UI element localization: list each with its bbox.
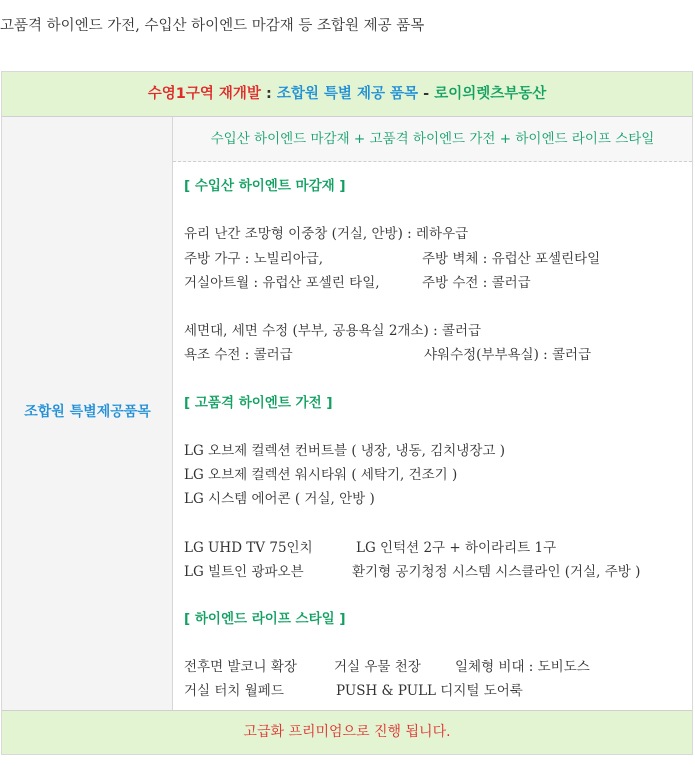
lifestyle-line-1c: 일체형 비대 : 도비도스 [455, 659, 590, 675]
finishes-line-3b: 주방 수전 : 콜러급 [422, 275, 531, 291]
content-area [173, 162, 692, 710]
left-label: 조합원 특별제공품목 [24, 404, 151, 420]
lifestyle-line-1b: 거실 우물 천장 [334, 659, 421, 675]
lifestyle-line-2a: 거실 터치 월페드 [184, 683, 284, 699]
footer-note: 고급화 프리미엄으로 진행 됩니다. [2, 710, 692, 754]
section-heading-finishes: [ 수입산 하이엔트 마감재 ] [184, 178, 346, 194]
title-separator: : [260, 86, 277, 102]
finishes-line-1: 유리 난간 조망형 이중창 (거실, 안방) : 레하우급 [184, 226, 469, 242]
section-heading-lifestyle: [ 하이엔드 라이프 스타일 ] [184, 611, 346, 627]
title-items: 조합원 특별 제공 품목 [276, 86, 419, 102]
title-agency: 로이의렛츠부동산 [434, 86, 547, 102]
sub-header: 수입산 하이엔드 마감재 + 고품격 하이엔드 가전 + 하이엔드 라이프 스타일 [173, 117, 692, 162]
title-bar [2, 72, 692, 117]
lifestyle-line-1a: 전후면 발코니 확장 [184, 659, 297, 675]
title-project: 수영1구역 재개발 [147, 86, 261, 102]
finishes-line-5b: 샤워수정(부부욕실) : 콜러급 [424, 347, 592, 363]
appliances-line-4b: LG 인턱션 2구 + 하이라리트 1구 [356, 540, 557, 556]
appliances-line-5b: 환기형 공기청정 시스템 시스클라인 (거실, 주방 ) [352, 564, 641, 580]
appliances-line-5a: LG 빌트인 광파오븐 [184, 564, 304, 580]
page-heading: 고품격 하이엔드 가전, 수입산 하이엔드 마감재 등 조합원 제공 품목 [0, 18, 425, 34]
title-dash: - [418, 86, 435, 102]
left-column [2, 117, 173, 710]
lifestyle-line-2b: PUSH & PULL 디지털 도어룩 [336, 683, 523, 699]
finishes-line-4: 세면대, 세면 수정 (부부, 공용욕실 2개소) : 콜러급 [184, 323, 482, 339]
finishes-line-3a: 거실아트월 : 유럽산 포셀린 타일, [184, 275, 380, 291]
appliances-line-2: LG 오브제 컬렉션 워시타워 ( 세탁기, 건조기 ) [184, 467, 458, 483]
appliances-line-1: LG 오브제 컬렉션 컨버트블 ( 냉장, 냉동, 김치냉장고 ) [184, 443, 505, 459]
appliances-line-3: LG 시스템 에어콘 ( 거실, 안방 ) [184, 491, 375, 507]
finishes-line-2a: 주방 가구 : 노빌리아급, [184, 251, 324, 267]
product-table [1, 71, 693, 755]
finishes-line-2b: 주방 벽체 : 유럽산 포셀린타일 [422, 251, 601, 267]
finishes-line-5a: 욕조 수전 : 콜러급 [184, 347, 293, 363]
section-heading-appliances: [ 고품격 하이엔트 가전 ] [184, 395, 333, 411]
appliances-line-4a: LG UHD TV 75인치 [184, 540, 313, 556]
